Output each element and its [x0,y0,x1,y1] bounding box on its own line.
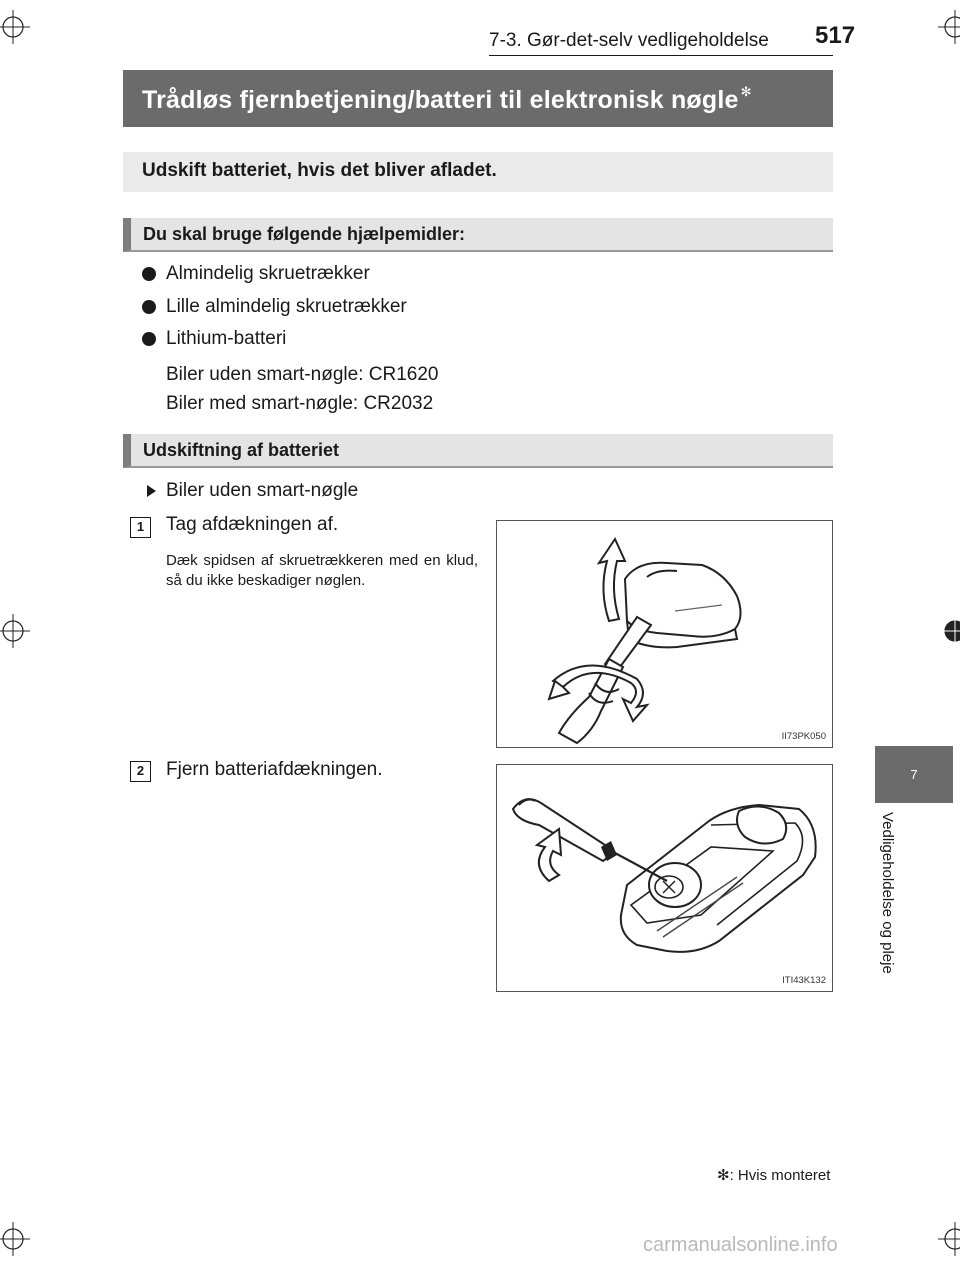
footnote [717,1166,830,1184]
battery-type-line: Biler uden smart-nøgle: CR1620 [166,364,439,385]
registration-mark-top-right [938,10,960,44]
registration-mark-mid-right [938,614,960,648]
registration-mark-top-left [0,10,30,44]
page-number: 517 [815,22,856,49]
triangle-right-icon [147,485,156,497]
figure-remove-cover [496,520,833,748]
chapter-tab: 7 [875,746,953,803]
bullet-icon [142,332,156,346]
subheading [147,480,358,502]
figure-remove-battery-cover [496,764,833,992]
bullet-icon [142,300,156,314]
section-header: 7-3. Gør-det-selv vedligeholdelse [489,30,769,51]
summary-text: Udskift batteriet, hvis det bliver afladet. [123,152,833,192]
registration-mark-mid-left [0,614,30,648]
footnote-text: : Hvis monteret [729,1167,831,1184]
registration-mark-bottom-left [0,1222,30,1256]
list-item-label: Lithium-batteri [166,328,287,349]
list-item [142,296,407,318]
battery-cover-illustration [497,765,832,991]
replace-heading: Udskiftning af batteriet [123,434,833,468]
figure-code: ITI43K132 [782,975,826,986]
list-item-label: Lille almindelig skruetrækker [166,296,407,317]
list-item-label: Almindelig skruetrækker [166,263,370,284]
chapter-label [879,812,919,1022]
list-item [142,263,370,285]
header-rule [489,55,833,56]
registration-mark-bottom-right [938,1222,960,1256]
battery-type-line: Biler med smart-nøgle: CR2032 [166,393,434,414]
page-title-text: Trådløs fjernbetjening/batteri til elektronisk nøgle [142,86,739,114]
chapter-label-text: Vedligeholdelse og pleje [879,812,896,974]
step-1-note: Dæk spidsen af skruetrækkeren med en klud, så du ikke beskadiger nøglen. [166,552,478,589]
tools-heading: Du skal bruge følgende hjælpemidler: [123,218,833,252]
list-item [142,328,286,350]
page-title [123,70,833,127]
watermark: carmanualsonline.info [643,1234,838,1256]
asterisk-icon: ✻ [740,84,752,99]
bullet-icon [142,267,156,281]
figure-code: II73PK050 [781,731,826,742]
step-number-2: 2 [130,761,151,782]
step-1-text: Tag afdækningen af. [166,514,339,535]
asterisk-icon: ✻ [717,1167,730,1184]
step-number-1: 1 [130,517,151,538]
subheading-label: Biler uden smart-nøgle [166,480,359,501]
key-cover-illustration [497,521,832,747]
step-2-text: Fjern batteriafdækningen. [166,759,383,780]
